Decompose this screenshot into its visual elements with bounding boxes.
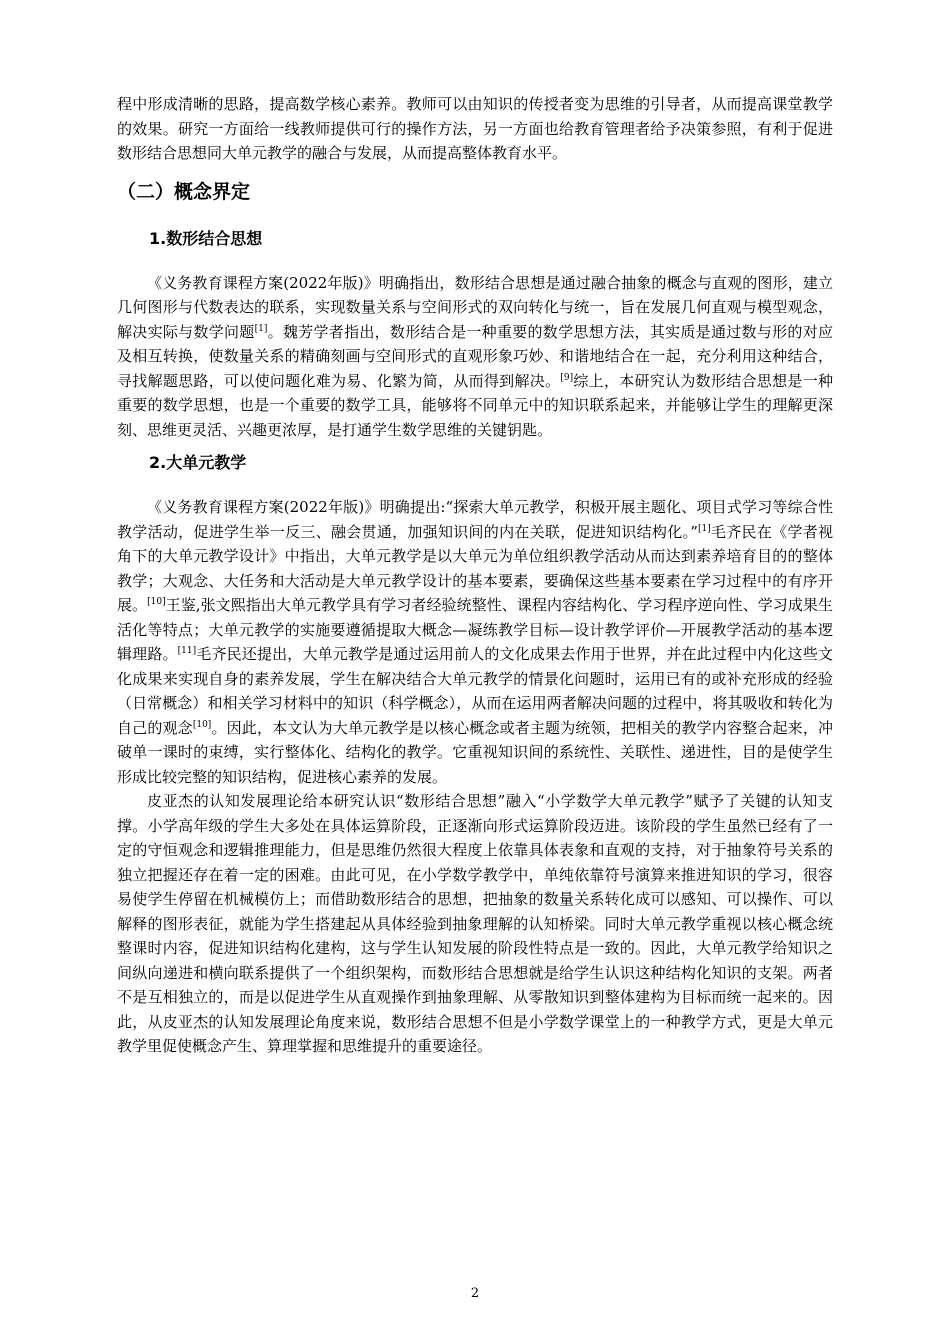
page-body xyxy=(117,92,833,1059)
citation-ref: [11] xyxy=(177,646,197,656)
section-heading-concept-definition: （二）概念界定 xyxy=(117,180,251,203)
paragraph-big-unit-definition xyxy=(117,495,833,789)
paragraph-piaget-theory: 皮亚杰的认知发展理论给本研究认识“数形结合思想”融入“小学数学大单元教学”赋予了关键的认知支撑。小学高年级的学生大多处在具体运算阶段，正逐渐向形式运算阶段迈进。该阶段的学生虽然已经有了一定的守恒观念和逻辑推理能力，但是思维仍然很大程度上依靠具体表象和直观的支持，对于抽象符号关系的独立把握还存在着一定的困难。由此可见，在小学数学教学中，单纯依靠符号演算来推进知识的学习，很容易使学生停留在机械模仿上；而借助数形结合的思想，把抽象的数量关系转化成可以感知、可以操作、可以解释的图形表征，就能为学生搭建起从具体经验到抽象理解的认知桥梁。同时大单元教学重视以核心概念统整课时内容，促进知识结构化建构，这与学生认知发展的阶段性特点是一致的。因此，大单元教学给知识之间纵向递进和横向联系提供了一个组织架构，而数形结合思想就是给学生认识这种结构化知识的支架。两者不是互相独立的，而是以促进学生从直观操作到抽象理解、从零散知识到整体建构为目标而统一起来的。因此，从皮亚杰的认知发展理论角度来说，数形结合思想不但是小学数学课堂上的一种教学方式，更是大单元教学里促使概念产生、算理掌握和思维提升的重要途径。 xyxy=(117,792,833,1055)
page-number: 2 xyxy=(470,1286,480,1301)
paragraph-number-shape-definition xyxy=(117,271,833,443)
text-run: 王鉴,张文熙指出大单元教学具有学习者经验统整性、课程内容结构化、学习程序逆向性、学习成果生活化等特点；大单元教学的实施要遵循提取大概念—凝练教学目标—设计教学评价—开展教学活动的基本逻辑理路。 xyxy=(117,596,833,663)
text-run: 。因此，本文认为大单元教学是以核心概念或者主题为统领，把相关的教学内容整合起来，冲破单一课时的束缚，实行整体化、结构化的教学。它重视知识间的系统性、关联性、递进性，目的是使学生形成比较完整的知识结构，促进核心素养的发展。 xyxy=(117,718,833,786)
citation-ref: [1] xyxy=(254,323,268,334)
intro-continuation-paragraph: 程中形成清晰的思路，提高数学核心素养。教师可以由知识的传授者变为思维的引导者，从而提高课堂教学的效果。研究一方面给一线教师提供可行的操作方法，另一方面也给教育管理者给予决策参照，有利于促进数形结合思想同大单元教学的融合与发展，从而提高整体教育水平。 xyxy=(117,95,833,162)
text-run: 《义务教育课程方案(2022年版)》明确指出，数形结合思想是通过融合抽象的概念与直观的图形，建立几何图形与代数表达的联系，实现数量关系与空间形式的双向转化与统一，旨在发展几何直观与模型观念，解决实际与数学问题 xyxy=(117,273,833,341)
text-run: 《义务教育课程方案(2022年版)》明确提出:“探索大单元教学，积极开展主题化、项目式学习等综合性教学活动，促进学生举一反三、融会贯通，加强知识间的内在关联，促进知识结构化。” xyxy=(117,498,833,541)
citation-ref: [9] xyxy=(560,372,574,383)
text-run: 综上，本研究认为数形结合思想是一种重要的数学思想，也是一个重要的数学工具，能够将不同单元中的知识联系起来，并能够让学生的理解更深刻、思维更灵活、兴趣更浓厚，是打通学生数学思维的关键钥匙。 xyxy=(117,371,833,439)
citation-ref: [10] xyxy=(147,597,166,607)
citation-ref: [1] xyxy=(697,523,711,534)
text-run: 。魏芳学者指出，数形结合是一种重要的数学思想方法，其实质是通过数与形的对应及相互转换，使数量关系的精确刻画与空间形式的直观形象巧妙、和谐地结合在一起，充分利用这种结合，寻找解题思路，可以使问题化难为易、化繁为简，从而得到解决。 xyxy=(117,322,833,390)
citation-ref: [10] xyxy=(192,719,212,730)
subheading-big-unit-teaching: 2.大单元教学 xyxy=(149,453,247,472)
subheading-number-shape-thought: 1.数形结合思想 xyxy=(149,228,263,248)
text-run: 毛齐民在《学者视角下的大单元教学设计》中指出，大单元教学是以大单元为单位组织教学活动从而达到素养培育目的的整体教学；大观念、大任务和大活动是大单元教学设计的基本要素，要确保这些基本要素在学习过程中的有序开展。 xyxy=(117,522,833,614)
text-run: 毛齐民还提出，大单元教学是通过运用前人的文化成果去作用于世界，并在此过程中内化这些文化成果来实现自身的素养发展，学生在解决结合大单元教学的情景化问题时，运用已有的或补充形成的经验（日常概念）和相关学习材料中的知识（科学概念），从而在运用两者解决问题的过程中，将其吸收和转化为自己的观念 xyxy=(117,645,833,737)
